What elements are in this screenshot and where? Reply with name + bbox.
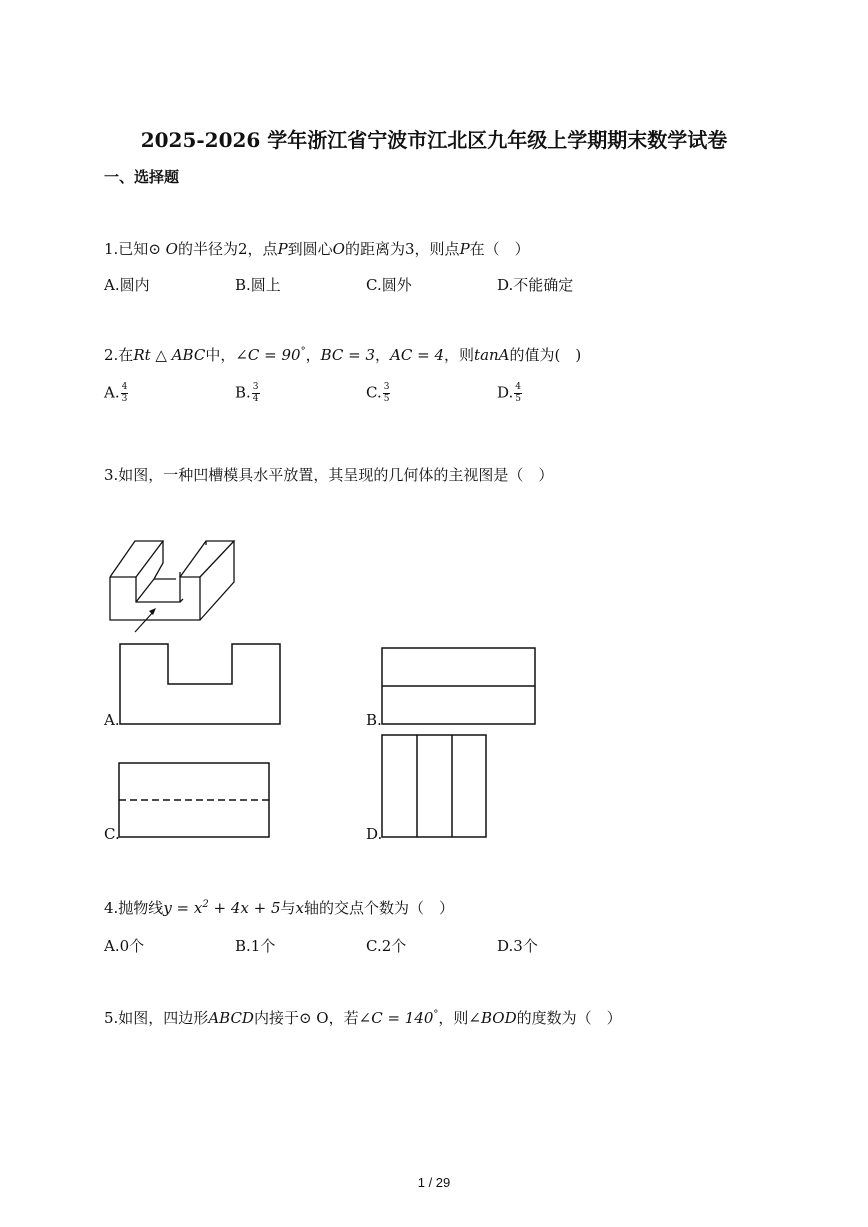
q1-option-c: C.圆外 (366, 276, 412, 294)
numerator: 3 (383, 382, 390, 392)
q5-text: 的度数为（ ） (516, 1009, 622, 1027)
q2-text: 中， (205, 346, 236, 364)
option-label: B. (235, 937, 251, 955)
q4-option-d (497, 935, 538, 956)
option-label: A. (104, 937, 120, 955)
q1-text: 在（ ） (469, 240, 530, 258)
q1-text: 到圆心 (287, 240, 333, 258)
q1-option-d: D.不能确定 (497, 276, 574, 294)
q5-bod: ∠BOD (468, 1009, 517, 1027)
denominator: 5 (515, 394, 521, 404)
q3-option-c-label: C. (104, 825, 120, 843)
q4-option-b (235, 935, 275, 956)
q1-symbol-p: P (459, 240, 470, 258)
q1-text: 的半径为 (177, 240, 238, 258)
degree-symbol: ° (300, 346, 306, 357)
option-label: D. (497, 383, 514, 402)
numerator: 4 (121, 382, 128, 392)
q1-text: ，则点 (414, 240, 460, 258)
q1-symbol-p: P (277, 240, 288, 258)
numerator: 3 (252, 382, 259, 392)
page-number: 1 / 29 (417, 1175, 451, 1190)
question-5 (104, 1007, 622, 1028)
q5-text: ，若 (328, 1009, 359, 1027)
q5-abcd: ABCD (208, 1009, 254, 1027)
page-title: 2025-2026 学年浙江省宁波市江北区九年级上学期期末数学试卷 (140, 128, 728, 152)
q4-x: x (295, 899, 304, 917)
option-c-figure (119, 763, 269, 837)
q1-symbol-o: O (165, 240, 178, 258)
option-label: C. (366, 383, 382, 402)
q2-text: ， (305, 346, 321, 364)
q2-text: ， (375, 346, 391, 364)
q4-option-a (104, 935, 144, 956)
q1-prefix: 1.已知 (104, 240, 149, 258)
q5-prefix: 5.如图，四边形 (104, 1009, 209, 1027)
option-a-figure (120, 644, 280, 724)
q5-circle: ⊙ O (298, 1009, 329, 1027)
denominator: 4 (252, 394, 259, 404)
q2-bc: BC = 3 (320, 346, 376, 364)
option-unit: 个 (522, 937, 538, 955)
option-value: 3 (513, 937, 523, 955)
degree-symbol: ° (433, 1009, 439, 1020)
q1-radius: 2 (238, 240, 248, 258)
q1-option-b: B.圆上 (235, 276, 281, 294)
option-value: 1 (250, 937, 261, 955)
denominator: 5 (383, 394, 390, 404)
option-value: 0 (119, 937, 130, 955)
denominator: 3 (121, 394, 128, 404)
q2-tan: tanA (474, 346, 510, 364)
q1-option-a: A.圆内 (104, 276, 150, 294)
q5-text: ，则 (438, 1009, 469, 1027)
option-b-figure (382, 648, 535, 724)
circle-dot-icon: ⊙ (148, 240, 161, 258)
q4-equation-rest: + 4x + 5 (208, 899, 281, 917)
q3-option-b-label: B. (366, 711, 382, 729)
option-unit: 个 (129, 937, 145, 955)
q3-option-d-label: D. (366, 825, 383, 843)
question-4 (104, 897, 454, 918)
option-unit: 个 (260, 937, 276, 955)
q1-distance: 3 (405, 240, 415, 258)
q4-text: 轴的交点个数为（ ） (303, 899, 454, 917)
q4-exponent: 2 (202, 899, 209, 910)
q4-equation: y = x (163, 899, 203, 917)
option-label: A. (104, 383, 120, 402)
q5-angle: ∠C = 140 (358, 1009, 434, 1027)
option-value: 2 (381, 937, 392, 955)
q3-option-a-label: A. (104, 711, 120, 729)
numerator: 4 (515, 382, 521, 392)
question-3: 3.如图，一种凹槽模具水平放置，其呈现的几何体的主视图是（ ） (104, 466, 554, 484)
option-unit: 个 (391, 937, 407, 955)
q1-text: 的距离为 (344, 240, 405, 258)
q1-symbol-o: O (332, 240, 345, 258)
q2-angle: ∠C = 90 (235, 346, 301, 364)
q4-option-c (366, 935, 406, 956)
q4-text: 与 (280, 899, 296, 917)
section-heading: 一、选择题 (104, 168, 180, 186)
q2-triangle: Rt △ ABC (133, 346, 206, 364)
q4-prefix: 4.抛物线 (104, 899, 164, 917)
q2-prefix: 2.在 (104, 346, 134, 364)
option-label: C. (366, 937, 382, 955)
option-d-figure (382, 735, 486, 837)
q2-text: ，则 (444, 346, 475, 364)
option-label: D. (497, 937, 514, 955)
option-label: B. (235, 383, 251, 402)
q2-ac: AC = 4 (390, 346, 445, 364)
q1-text: ，点 (247, 240, 278, 258)
mold-3d-figure (110, 541, 234, 620)
q2-text: 的值为( ) (509, 346, 582, 364)
q5-text: 内接于 (253, 1009, 299, 1027)
